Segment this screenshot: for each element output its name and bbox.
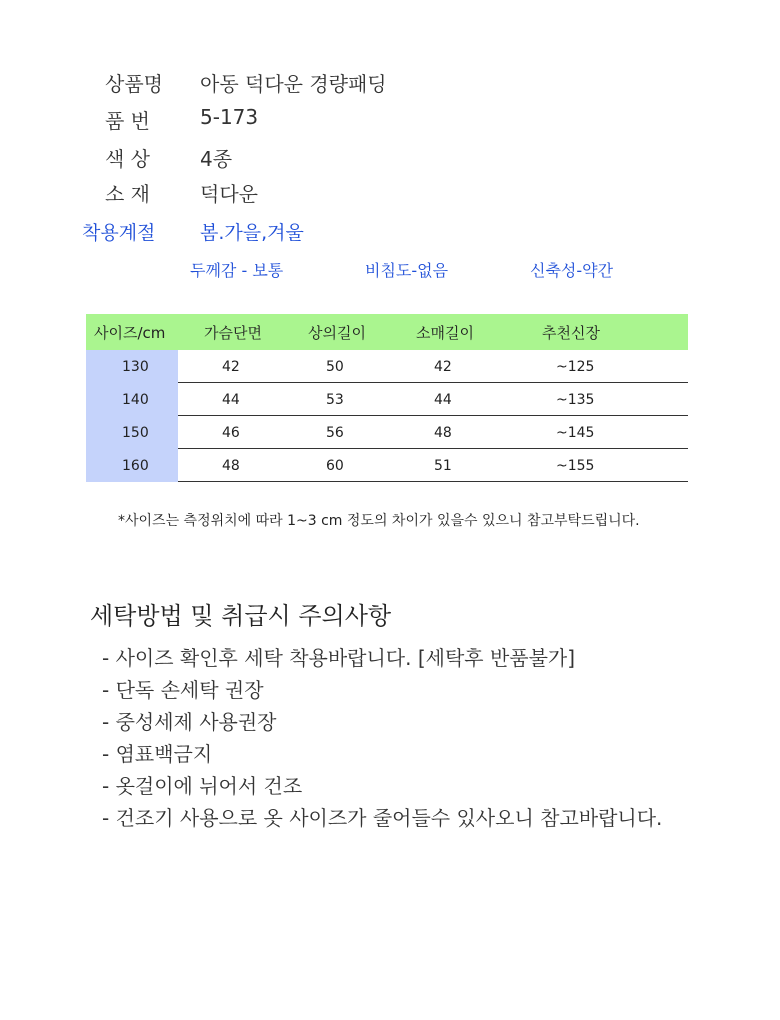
care-list (102, 642, 662, 834)
product-name-label: 상품명 (105, 72, 163, 96)
product-material-label: 소 재 (105, 182, 150, 206)
cell-length: 50 (326, 359, 344, 375)
cell-chest: 46 (222, 425, 240, 441)
size-note: *사이즈는 측정위치에 따라 1~3 cm 정도의 차이가 있을수 있으니 참고부탁드립니다. (118, 513, 640, 529)
list-item: - 중성세제 사용권장 (102, 710, 277, 734)
cell-height: ~145 (556, 425, 595, 441)
list-item: - 염표백금지 (102, 742, 213, 766)
product-code-value: 5-173 (200, 105, 259, 129)
list-item: - 사이즈 확인후 세탁 착용바랍니다. [세탁후 반품불가] (102, 646, 576, 670)
cell-sleeve: 42 (434, 359, 452, 375)
table-row (86, 350, 688, 383)
season-value: 봄.가을,겨울 (200, 222, 304, 244)
cell-sleeve: 44 (434, 392, 452, 408)
cell-length: 60 (326, 458, 344, 474)
attribute-thickness: 두께감 - 보통 (190, 261, 284, 280)
attribute-stretch: 신축성-약간 (530, 261, 614, 280)
header-chest: 가슴단면 (204, 324, 262, 342)
cell-size: 160 (122, 458, 149, 474)
size-table-header (86, 314, 688, 350)
season-label: 착용계절 (82, 222, 156, 244)
cell-chest: 48 (222, 458, 240, 474)
cell-height: ~125 (556, 359, 595, 375)
product-name-value: 아동 덕다운 경량패딩 (200, 72, 387, 96)
cell-size: 150 (122, 425, 149, 441)
cell-chest: 42 (222, 359, 240, 375)
size-table (86, 314, 688, 482)
table-row (86, 449, 688, 482)
product-code-label: 품 번 (105, 109, 150, 133)
cell-height: ~135 (556, 392, 595, 408)
cell-sleeve: 51 (434, 458, 452, 474)
list-item: - 옷걸이에 뉘어서 건조 (102, 774, 303, 798)
product-color-value: 4종 (200, 147, 233, 171)
header-length: 상의길이 (308, 324, 366, 342)
cell-chest: 44 (222, 392, 240, 408)
list-item: - 건조기 사용으로 옷 사이즈가 줄어들수 있사오니 참고바랍니다. (102, 806, 663, 830)
cell-sleeve: 48 (434, 425, 452, 441)
cell-height: ~155 (556, 458, 595, 474)
care-title: 세탁방법 및 취급시 주의사항 (90, 602, 392, 630)
table-row (86, 383, 688, 416)
table-row (86, 416, 688, 449)
product-color-label: 색 상 (105, 147, 150, 171)
cell-size: 140 (122, 392, 149, 408)
cell-length: 56 (326, 425, 344, 441)
header-sleeve: 소매길이 (416, 324, 474, 342)
header-size: 사이즈/cm (94, 324, 166, 342)
attribute-transparency: 비침도-없음 (365, 261, 449, 280)
product-material-value: 덕다운 (200, 182, 258, 206)
header-height: 추천신장 (542, 324, 600, 342)
cell-length: 53 (326, 392, 344, 408)
list-item: - 단독 손세탁 권장 (102, 678, 264, 702)
cell-size: 130 (122, 359, 149, 375)
